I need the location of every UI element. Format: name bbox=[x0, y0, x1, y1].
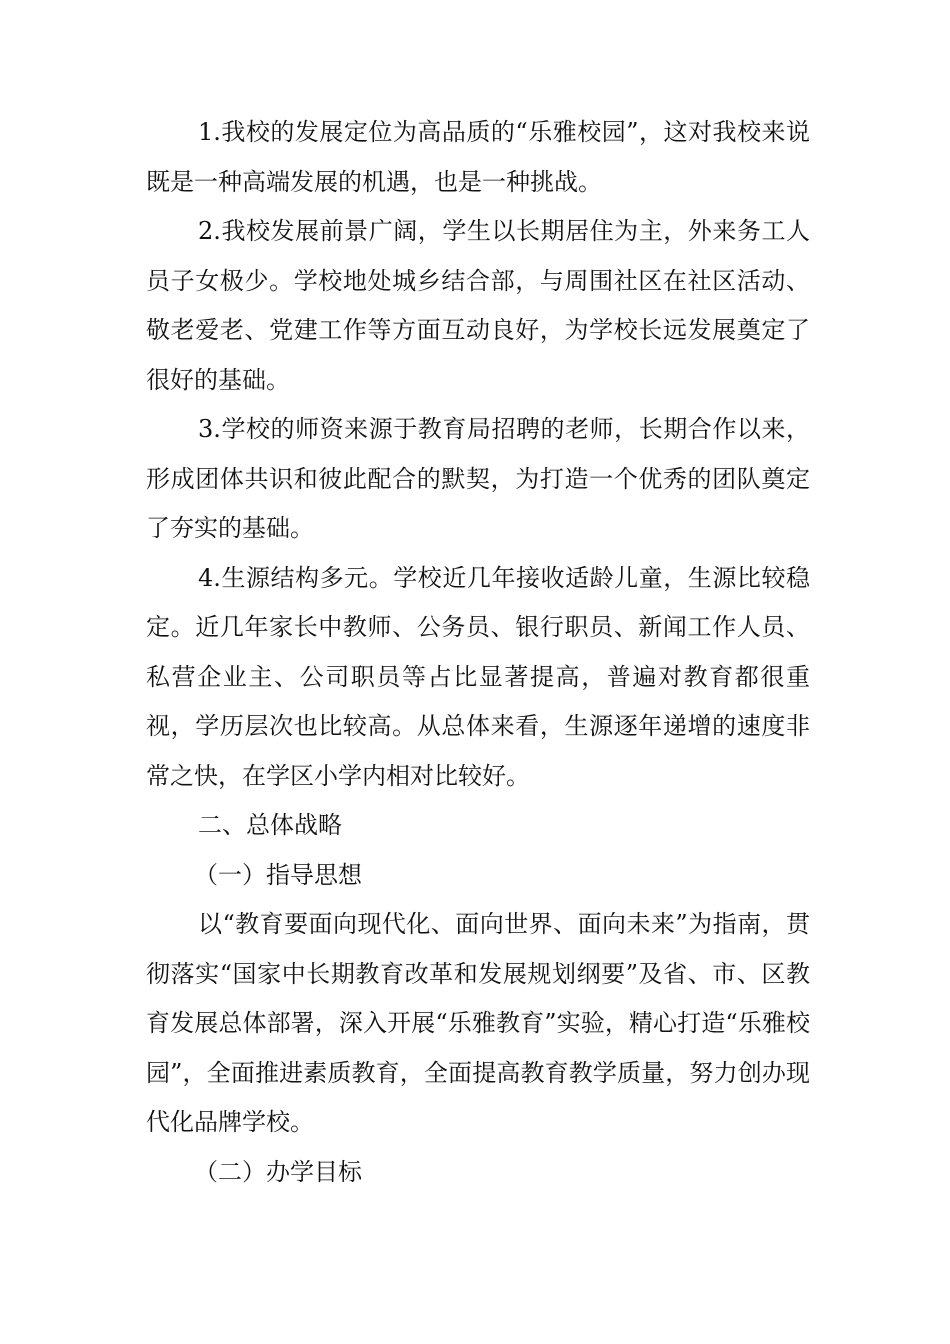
paragraph-guiding-ideology: 以“教育要面向现代化、面向世界、面向未来”为指南，贯彻落实“国家中长期教育改革和发展规划纲要”及省、市、区教育发展总体部署，深入开展“乐雅教育”实验，精心打造“乐雅校园”，全面推进素质教育，全面提高教育教学质量，努力创办现代化品牌学校。 bbox=[146, 910, 810, 1136]
section-heading-strategy: 二、总体战略 bbox=[198, 811, 342, 839]
document-body bbox=[146, 108, 810, 1197]
paragraph-point-2: 2.我校发展前景广阔，学生以长期居住为主，外来务工人员子女极少。学校地处城乡结合部，与周围社区在社区活动、敬老爱老、党建工作等方面互动良好，为学校长远发展奠定了很好的基础。 bbox=[146, 217, 810, 394]
paragraph-point-1: 1.我校的发展定位为高品质的“乐雅校园”，这对我校来说既是一种高端发展的机遇，也是一种挑战。 bbox=[146, 118, 810, 196]
subheading-school-goals: （二）办学目标 bbox=[194, 1157, 362, 1186]
paragraph-point-3: 3.学校的师资来源于教育局招聘的老师，长期合作以来，形成团体共识和彼此配合的默契，为打造一个优秀的团队奠定了夯实的基础。 bbox=[146, 415, 810, 542]
paragraph-point-4: 4.生源结构多元。学校近几年接收适龄儿童，生源比较稳定。近几年家长中教师、公务员、银行职员、新闻工作人员、私营企业主、公司职员等占比显著提高，普遍对教育都很重视，学历层次也比较高。从总体来看，生源逐年递增的速度非常之快，在学区小学内相对比较好。 bbox=[146, 563, 810, 790]
subheading-guiding-ideology: （一）指导思想 bbox=[194, 860, 362, 889]
